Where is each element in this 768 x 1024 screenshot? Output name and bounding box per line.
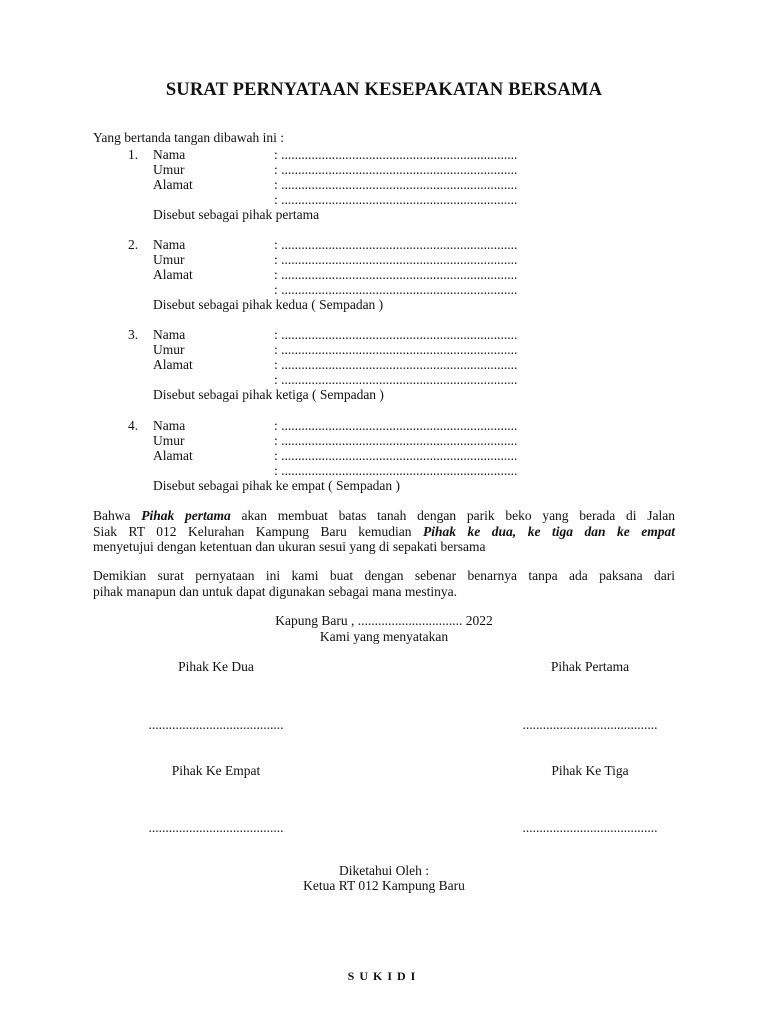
fill-line-name: : ...................................................................... [274,237,518,252]
field-label-address: Alamat [153,267,193,282]
signature-line-ke-dua: ........................................ [148,717,284,732]
signature-line-ke-tiga: ........................................ [522,820,658,835]
fill-line-address: : ...................................................................... [274,177,518,192]
fill-line-age: : ...................................................................... [274,342,518,357]
fill-line-address-continued: : ...................................................................... [274,372,518,387]
field-label-name: Nama [153,237,186,252]
field-label-address: Alamat [153,357,193,372]
statement-emphasis: Pihak ke dua, ke tiga dan ke empat [423,523,675,539]
field-label-age: Umur [153,433,185,448]
signature-label-ke-dua: Pihak Ke Dua [178,659,254,674]
field-label-age: Umur [153,162,185,177]
field-label-name: Nama [153,418,186,433]
document-title: SURAT PERNYATAAN KESEPAKATAN BERSAMA [165,80,603,100]
field-label-name: Nama [153,327,186,342]
fill-line-name: : ...................................................................... [274,418,518,433]
field-label-address: Alamat [153,177,193,192]
signature-line-ke-empat: ........................................ [148,820,284,835]
statement-paragraph [93,508,675,555]
signature-label-ke-empat: Pihak Ke Empat [171,763,261,778]
fill-line-address: : ...................................................................... [274,448,518,463]
party-description: Disebut sebagai pihak ke empat ( Sempadan ) [153,478,401,493]
statement-text: menyetujui dengan ketentuan dan ukuran sesui yang di sepakati bersama [93,539,486,555]
field-label-age: Umur [153,342,185,357]
field-label-address: Alamat [153,448,193,463]
fill-line-address-continued: : ...................................................................... [274,463,518,478]
acknowledged-label: Diketahui Oleh : [339,863,429,878]
statement-emphasis: Pihak pertama [141,508,231,523]
party-number: 1. [128,147,139,162]
field-label-age: Umur [153,252,185,267]
field-label-name: Nama [153,147,186,162]
statement-text: Bahwa [93,508,142,523]
party-description: Disebut sebagai pihak pertama [153,207,320,222]
statement-text: Siak RT 012 Kelurahan Kampung Baru kemudian [93,523,424,539]
party-number: 4. [128,418,139,433]
party-number: 2. [128,237,139,252]
declarant-label: Kami yang menyatakan [319,629,449,644]
closing-text: pihak manapun dan untuk dapat digunakan sebagai mana mestinya. [93,583,458,599]
party-description: Disebut sebagai pihak ketiga ( Sempadan ) [153,387,384,402]
fill-line-address: : ...................................................................... [274,357,518,372]
fill-line-address-continued: : ...................................................................... [274,192,518,207]
rt-head-name: SUKIDI [347,969,421,983]
closing-paragraph [93,568,675,599]
rt-head-title: Ketua RT 012 Kampung Baru [303,878,465,893]
intro-text: Yang bertanda tangan dibawah ini : [93,130,284,145]
party-description: Disebut sebagai pihak kedua ( Sempadan ) [153,297,384,312]
fill-line-age: : ...................................................................... [274,252,518,267]
statement-text: akan membuat batas tanah dengan parik beko yang berada di Jalan [230,508,675,523]
fill-line-name: : ...................................................................... [274,327,518,342]
fill-line-age: : ...................................................................... [274,162,518,177]
fill-line-address-continued: : ...................................................................... [274,282,518,297]
fill-line-age: : ...................................................................... [274,433,518,448]
fill-line-name: : ...................................................................... [274,147,518,162]
party-number: 3. [128,327,139,342]
signature-label-pertama: Pihak Pertama [550,659,630,674]
signature-line-pertama: ........................................ [522,717,658,732]
closing-text: Demikian surat pernyataan ini kami buat dengan sebenar benarnya tanpa ada paksana dari [93,568,675,583]
signature-label-ke-tiga: Pihak Ke Tiga [551,763,629,778]
place-date: Kapung Baru , ............................... 2022 [275,613,493,628]
fill-line-address: : ...................................................................... [274,267,518,282]
